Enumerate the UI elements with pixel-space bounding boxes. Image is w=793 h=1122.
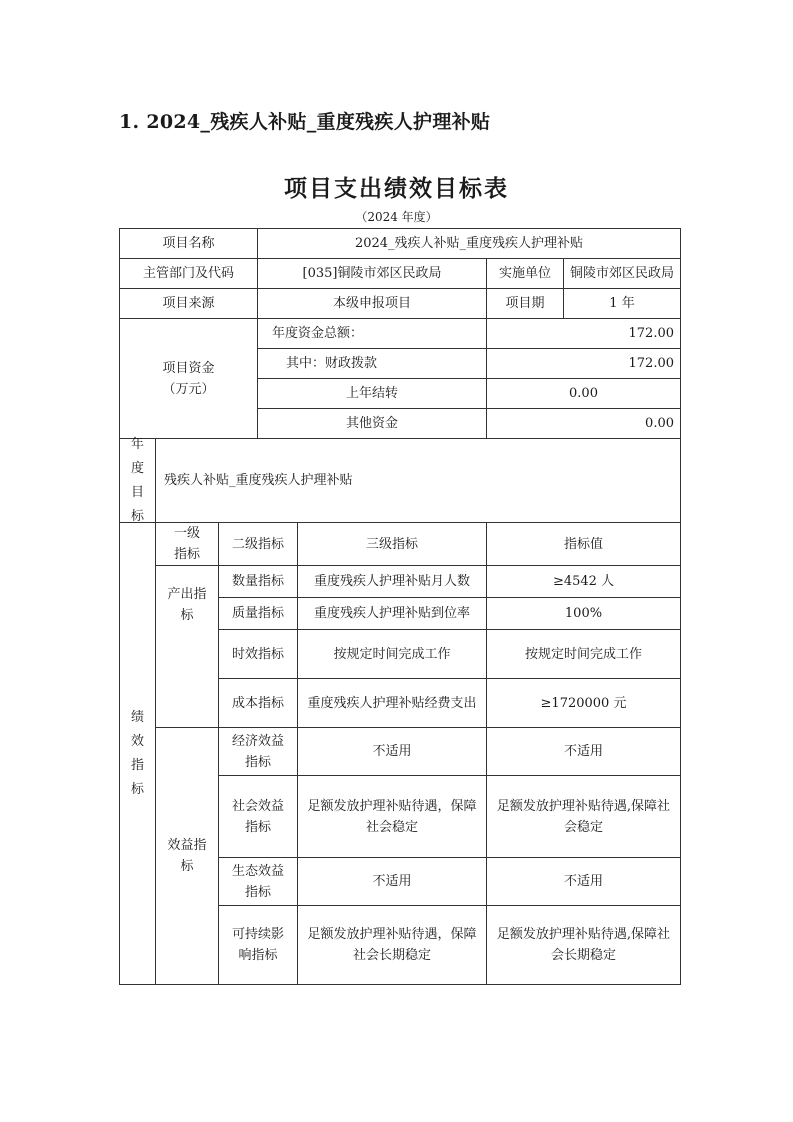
- output-row-level3: 重度残疾人护理补贴到位率: [297, 597, 487, 630]
- output-row-level2: 数量指标: [218, 565, 298, 598]
- indicators-section-label: 绩效指标: [119, 522, 156, 985]
- output-row-level2: 质量指标: [218, 597, 298, 630]
- section-heading: 1. 2024_残疾人补贴_重度残疾人护理补贴: [119, 111, 491, 133]
- page-subtitle: （2024 年度）: [355, 210, 438, 224]
- page-title: 项目支出绩效目标表: [284, 175, 509, 202]
- funds-total-label: 年度资金总额：: [257, 318, 487, 349]
- performance-table: [119, 228, 681, 985]
- dept-value: [035]铜陵市郊区民政局: [257, 258, 487, 289]
- output-row-value: ≥1720000 元: [486, 678, 681, 728]
- source-value: 本级申报项目: [257, 288, 487, 319]
- impl-label: 实施单位: [486, 258, 564, 289]
- header-level3: 三级指标: [297, 522, 487, 566]
- goal-value: 残疾人补贴_重度残疾人护理补贴: [155, 438, 681, 523]
- benefit-row-level3: 不适用: [297, 727, 487, 776]
- benefit-row-level2: 社会效益指标: [218, 775, 298, 858]
- output-row-level3: 重度残疾人护理补贴月人数: [297, 565, 487, 598]
- funds-label: 项目资金 （万元）: [119, 318, 258, 439]
- funds-carryover-label: 上年结转: [257, 378, 487, 409]
- benefit-row-level2: 经济效益指标: [218, 727, 298, 776]
- benefit-indicator-label: 效益指标: [155, 727, 219, 985]
- header-value: 指标值: [486, 522, 681, 566]
- output-row-value: ≥4542 人: [486, 565, 681, 598]
- output-row-value: 100%: [486, 597, 681, 630]
- benefit-row-value: 不适用: [486, 727, 681, 776]
- funds-carryover-value: 0.00: [486, 378, 681, 409]
- output-row-level3: 重度残疾人护理补贴经费支出: [297, 678, 487, 728]
- output-row-value: 按规定时间完成工作: [486, 629, 681, 679]
- output-row-level2: 时效指标: [218, 629, 298, 679]
- benefit-row-value: 足额发放护理补贴待遇,保障社会长期稳定: [486, 905, 681, 985]
- project-name-label: 项目名称: [119, 228, 258, 259]
- funds-fiscal-label: 其中：财政拨款: [257, 348, 487, 379]
- funds-other-label: 其他资金: [257, 408, 487, 439]
- benefit-row-level2: 可持续影响指标: [218, 905, 298, 985]
- impl-value: 铜陵市郊区民政局: [563, 258, 681, 289]
- benefit-row-level2: 生态效益指标: [218, 857, 298, 906]
- header-level2: 二级指标: [218, 522, 298, 566]
- benefit-row-level3: 不适用: [297, 857, 487, 906]
- benefit-row-value: 不适用: [486, 857, 681, 906]
- benefit-row-value: 足额发放护理补贴待遇,保障社会稳定: [486, 775, 681, 858]
- output-row-level2: 成本指标: [218, 678, 298, 728]
- project-name-value: 2024_残疾人补贴_重度残疾人护理补贴: [257, 228, 681, 259]
- funds-other-value: 0.00: [486, 408, 681, 439]
- period-value: 1 年: [563, 288, 681, 319]
- funds-total-value: 172.00: [486, 318, 681, 349]
- output-row-level3: 按规定时间完成工作: [297, 629, 487, 679]
- benefit-row-level3: 足额发放护理补贴待遇，保障社会稳定: [297, 775, 487, 858]
- period-label: 项目期: [486, 288, 564, 319]
- output-indicator-label: 产出指标: [155, 565, 219, 728]
- goal-label: 年度目标: [119, 438, 156, 523]
- benefit-row-level3: 足额发放护理补贴待遇，保障社会长期稳定: [297, 905, 487, 985]
- header-level1: 一级指标: [155, 522, 219, 566]
- dept-label: 主管部门及代码: [119, 258, 258, 289]
- source-label: 项目来源: [119, 288, 258, 319]
- funds-fiscal-value: 172.00: [486, 348, 681, 379]
